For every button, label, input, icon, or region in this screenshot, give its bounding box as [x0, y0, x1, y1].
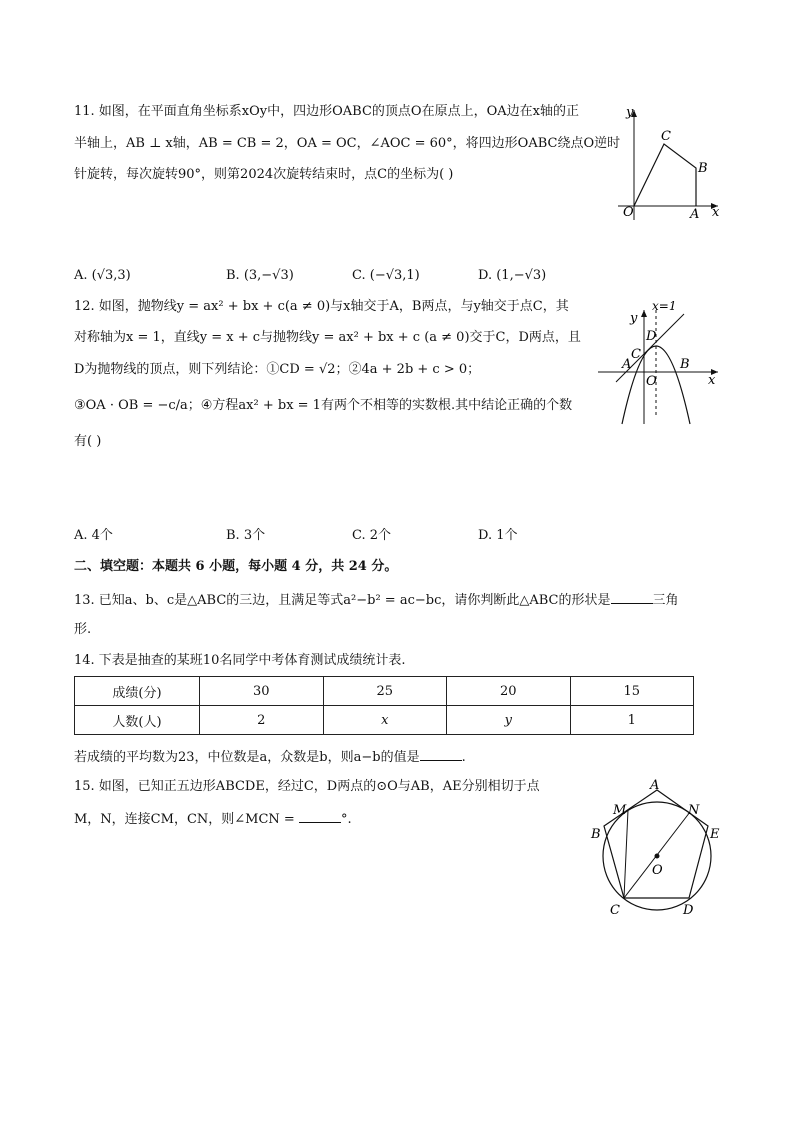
q11-y-label: y — [626, 105, 634, 120]
q15-a-label: A — [650, 778, 660, 793]
q11-option-d: D. (1,−√3) — [478, 268, 547, 283]
q13-line-1 — [74, 589, 679, 611]
table-cell: 20 — [447, 677, 571, 706]
q13-line-2: 形. — [74, 622, 92, 637]
q14-intro: 14. 下表是抽查的某班10名同学中考体育测试成绩统计表. — [74, 653, 406, 668]
q11-option-c: C. (−√3,1) — [352, 268, 420, 283]
q14-question-end: . — [461, 750, 466, 765]
q11-a-label: A — [690, 207, 700, 222]
q12-y-label: y — [630, 311, 638, 326]
q12-o-label: O — [646, 374, 657, 389]
q11-line-1: 11. 如图，在平面直角坐标系xOy中，四边形OABC的顶点O在原点上，OA边在x轴的正 — [74, 104, 579, 119]
q15-answer-blank[interactable] — [299, 808, 341, 823]
q15-m-label: M — [613, 803, 627, 818]
q14-question-text: 若成绩的平均数为23，中位数是a，众数是b，则a−b的值是 — [74, 750, 420, 765]
q11-line-2: 半轴上，AB ⊥ x轴，AB = CB = 2，OA = OC，∠AOC = 60°，将四边形OABC绕点O逆时 — [74, 136, 621, 151]
q12-option-b: B. 3个 — [226, 528, 266, 543]
q12-option-c: C. 2个 — [352, 528, 392, 543]
q13-answer-blank[interactable] — [611, 589, 653, 604]
q11-c-label: C — [661, 129, 671, 144]
q15-e-label: E — [710, 827, 720, 842]
table-cell: y — [447, 706, 571, 735]
q15-figure — [586, 776, 726, 920]
table-cell: 1 — [570, 706, 694, 735]
section-2-heading: 二、填空题：本题共 6 小题，每小题 4 分，共 24 分。 — [74, 559, 398, 574]
q12-b-label: B — [680, 357, 690, 372]
q11-option-a: A. (√3,3) — [74, 268, 131, 283]
q15-line-2 — [74, 808, 352, 830]
q12-line-2: 对称轴为x = 1，直线y = x + c与抛物线y = ax² + bx + c (a ≠ 0)交于C，D两点，且 — [74, 330, 581, 345]
q12-option-d: D. 1个 — [478, 528, 518, 543]
q12-x-label: x — [708, 373, 716, 388]
table-row — [75, 706, 694, 735]
q13-text: 13. 已知a、b、c是△ABC的三边，且满足等式a²−b² = ac−bc，请你判断此△ABC的形状是 — [74, 593, 611, 608]
table-cell: 15 — [570, 677, 694, 706]
q12-line-4: ③OA · OB = −c/a；④方程ax² + bx = 1有两个不相等的实数根.其中结论正确的个数 — [74, 398, 573, 413]
q11-option-b: B. (3,−√3) — [226, 268, 294, 283]
q12-line-3: D为抛物线的顶点，则下列结论：①CD = √2；②4a + 2b + c > 0； — [74, 362, 481, 377]
table-row — [75, 677, 694, 706]
table-cell: x — [323, 706, 447, 735]
q12-figure — [594, 296, 724, 428]
q13-text-end: 三角 — [652, 593, 679, 608]
q15-o-label: O — [652, 863, 663, 878]
table-cell: 人数(人) — [75, 706, 200, 735]
q12-line-1: 12. 如图，抛物线y = ax² + bx + c(a ≠ 0)与x轴交于A，B两点，与y轴交于点C，其 — [74, 299, 569, 314]
table-cell: 30 — [200, 677, 324, 706]
q12-d-label: D — [646, 329, 657, 344]
q15-n-label: N — [688, 803, 700, 818]
q15-line-1: 15. 如图，已知正五边形ABCDE，经过C，D两点的⊙O与AB，AE分别相切于点 — [74, 779, 540, 794]
q15-line-2-end: °. — [340, 812, 352, 827]
q12-option-a: A. 4个 — [74, 528, 113, 543]
q12-axis-label: x=1 — [652, 299, 677, 313]
q14-answer-blank[interactable] — [420, 746, 462, 761]
q11-line-3: 针旋转，每次旋转90°，则第2024次旋转结束时，点C的坐标为( ) — [74, 167, 454, 182]
q15-c-label: C — [610, 903, 620, 918]
table-cell: 成绩(分) — [75, 677, 200, 706]
table-cell: 2 — [200, 706, 324, 735]
q11-figure — [608, 98, 738, 224]
score-table — [74, 676, 694, 735]
table-cell: 25 — [323, 677, 447, 706]
q15-d-label: D — [683, 903, 694, 918]
q12-line-5: 有( ) — [74, 434, 102, 449]
q15-line-2-text: M，N，连接CM，CN，则∠MCN = — [74, 812, 295, 827]
q11-o-label: O — [623, 205, 634, 220]
q11-x-label: x — [712, 205, 720, 220]
q15-b-label: B — [591, 827, 601, 842]
q12-c-label: C — [631, 347, 641, 362]
q12-a-label: A — [622, 357, 632, 372]
q11-b-label: B — [698, 161, 708, 176]
q14-question — [74, 746, 466, 768]
